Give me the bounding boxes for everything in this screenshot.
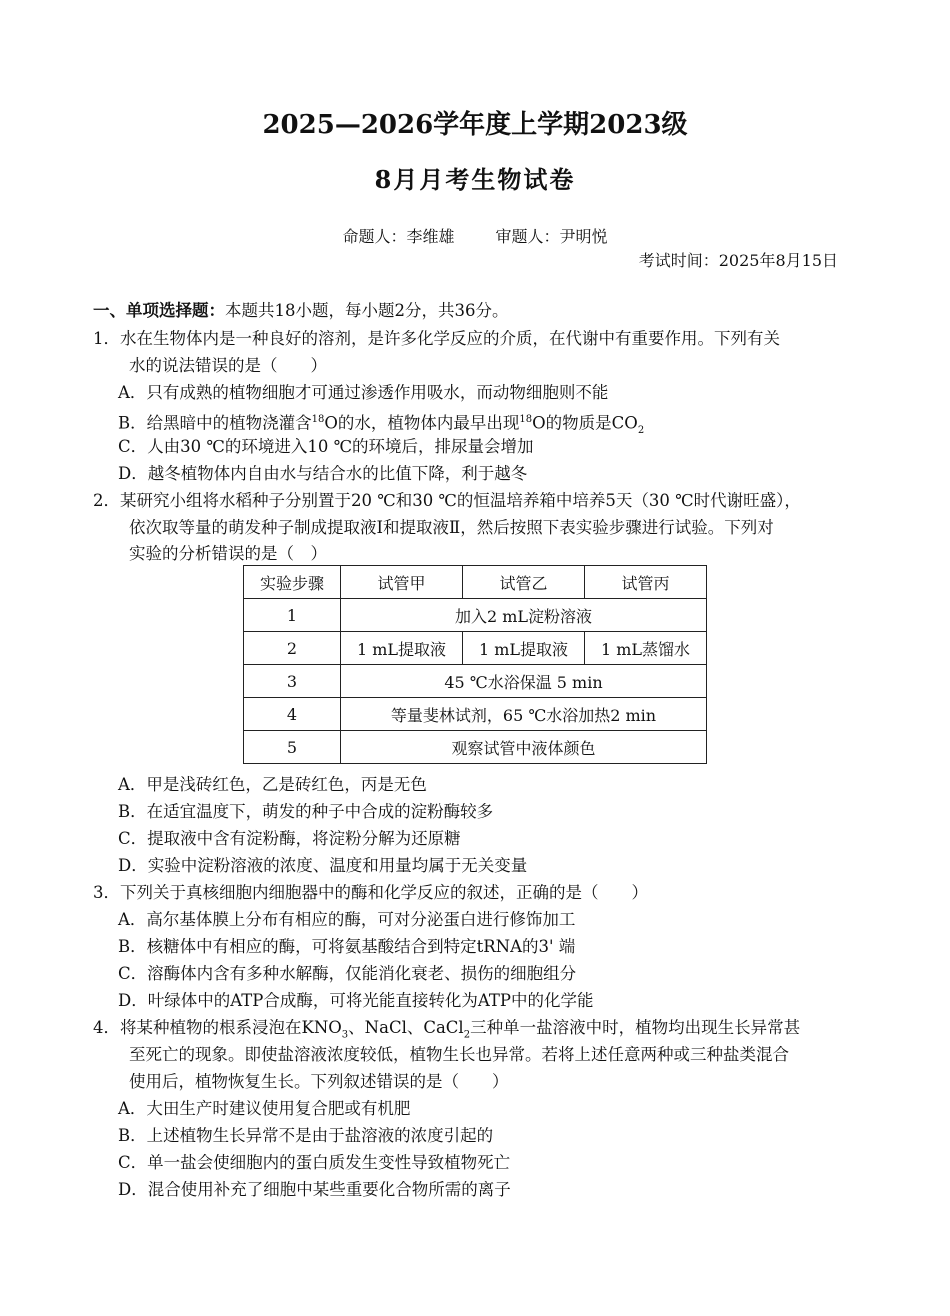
q1-option-d: D．越冬植物体内自由水与结合水的比值下降，利于越冬 xyxy=(118,464,528,483)
table-header: 试管乙 xyxy=(463,566,585,599)
table-row xyxy=(244,731,707,764)
table-cell: 3 xyxy=(244,665,341,698)
table-row xyxy=(244,698,707,731)
q3-stem: 3．下列关于真核细胞内细胞器中的酶和化学反应的叙述，正确的是（ ） xyxy=(93,883,648,902)
q2-stem-2: 依次取等量的萌发种子制成提取液Ⅰ和提取液Ⅱ，然后按照下表实验步骤进行试验。下列对 xyxy=(129,518,774,537)
table-header: 实验步骤 xyxy=(244,566,341,599)
q1-option-b: B．给黑暗中的植物浇灌含$^{18}$O的水，植物体内最早出现$^{18}$O的物质是$CO_2$ xyxy=(118,413,645,436)
q4-option-c: C．单一盐会使细胞内的蛋白质发生变性导致植物死亡 xyxy=(118,1153,511,1172)
q1-option-a: A．只有成熟的植物细胞才可通过渗透作用吸水，而动物细胞则不能 xyxy=(118,383,609,402)
table-row xyxy=(244,665,707,698)
table-cell: 1 mL提取液 xyxy=(463,632,585,665)
setter: 命题人：李维雄 xyxy=(342,227,455,246)
table-cell: 5 xyxy=(244,731,341,764)
table-header-row xyxy=(244,566,707,599)
exam-time: 考试时间：2025年8月15日 xyxy=(638,251,838,270)
q4-option-d: D．混合使用补充了细胞中某些重要化合物所需的离子 xyxy=(118,1180,511,1199)
table-cell: 2 xyxy=(244,632,341,665)
q2-stem-1: 2．某研究小组将水稻种子分别置于20 ℃和30 ℃的恒温培养箱中培养5天（30 ℃时代谢旺盛）， xyxy=(93,491,801,510)
table-row xyxy=(244,599,707,632)
q4-option-a: A．大田生产时建议使用复合肥或有机肥 xyxy=(118,1099,411,1118)
q3-option-a: A．高尔基体膜上分布有相应的酶，可对分泌蛋白进行修饰加工 xyxy=(118,910,576,929)
reviewer: 审题人：尹明悦 xyxy=(495,227,608,246)
q1-option-c: C．人由30 ℃的环境进入10 ℃的环境后，排尿量会增加 xyxy=(118,437,534,456)
table-cell: 45 ℃水浴保温 5 min xyxy=(341,665,707,698)
q2-option-d: D．实验中淀粉溶液的浓度、温度和用量均属于无关变量 xyxy=(118,856,528,875)
section-heading xyxy=(93,298,509,324)
q2-stem-3: 实验的分析错误的是（ ） xyxy=(129,544,327,563)
exam-subtitle: 8月月考生物试卷 xyxy=(374,165,576,194)
q4-stem-2: 至死亡的现象。即使盐溶液浓度较低，植物生长也异常。若将上述任意两种或三种盐类混合 xyxy=(129,1045,789,1064)
table-header: 试管丙 xyxy=(585,566,707,599)
q4-stem-1: 4．将某种植物的根系浸泡在$KNO_3$、NaCl、CaCl$_2$三种单一盐溶液中时，植物均出现生长异常甚 xyxy=(93,1018,801,1041)
q2-option-b: B．在适宜温度下，萌发的种子中合成的淀粉酶较多 xyxy=(118,802,494,821)
q2-option-a: A．甲是浅砖红色，乙是砖红色，丙是无色 xyxy=(118,775,427,794)
q4-stem-3: 使用后，植物恢复生长。下列叙述错误的是（ ） xyxy=(129,1072,509,1091)
q3-option-b: B．核糖体中有相应的酶，可将氨基酸结合到特定tRNA的3' 端 xyxy=(118,937,576,956)
table-row xyxy=(244,632,707,665)
table-cell: 观察试管中液体颜色 xyxy=(341,731,707,764)
q1-stem-2: 水的说法错误的是（ ） xyxy=(129,356,327,375)
experiment-table xyxy=(243,565,707,764)
q3-option-c: C．溶酶体内含有多种水解酶，仅能消化衰老、损伤的细胞组分 xyxy=(118,964,577,983)
table-cell: 1 mL蒸馏水 xyxy=(585,632,707,665)
exam-title: 2025—2026学年度上学期2023级 xyxy=(262,110,688,140)
table-cell: 4 xyxy=(244,698,341,731)
q2-option-c: C．提取液中含有淀粉酶，将淀粉分解为还原糖 xyxy=(118,829,461,848)
table-cell: 1 xyxy=(244,599,341,632)
q4-option-b: B．上述植物生长异常不是由于盐溶液的浓度引起的 xyxy=(118,1126,494,1145)
section-label: 一、单项选择题： xyxy=(93,301,225,320)
q1-stem-1: 1．水在生物体内是一种良好的溶剂，是许多化学反应的介质，在代谢中有重要作用。下列有关 xyxy=(93,329,780,348)
section-desc: 本题共18小题，每小题2分，共36分。 xyxy=(225,301,509,320)
table-cell: 加入2 mL淀粉溶液 xyxy=(341,599,707,632)
table-header: 试管甲 xyxy=(341,566,463,599)
authors-line xyxy=(0,224,950,247)
table-cell: 1 mL提取液 xyxy=(341,632,463,665)
q3-option-d: D．叶绿体中的ATP合成酶，可将光能直接转化为ATP中的化学能 xyxy=(118,991,594,1010)
table-cell: 等量斐林试剂，65 ℃水浴加热2 min xyxy=(341,698,707,731)
